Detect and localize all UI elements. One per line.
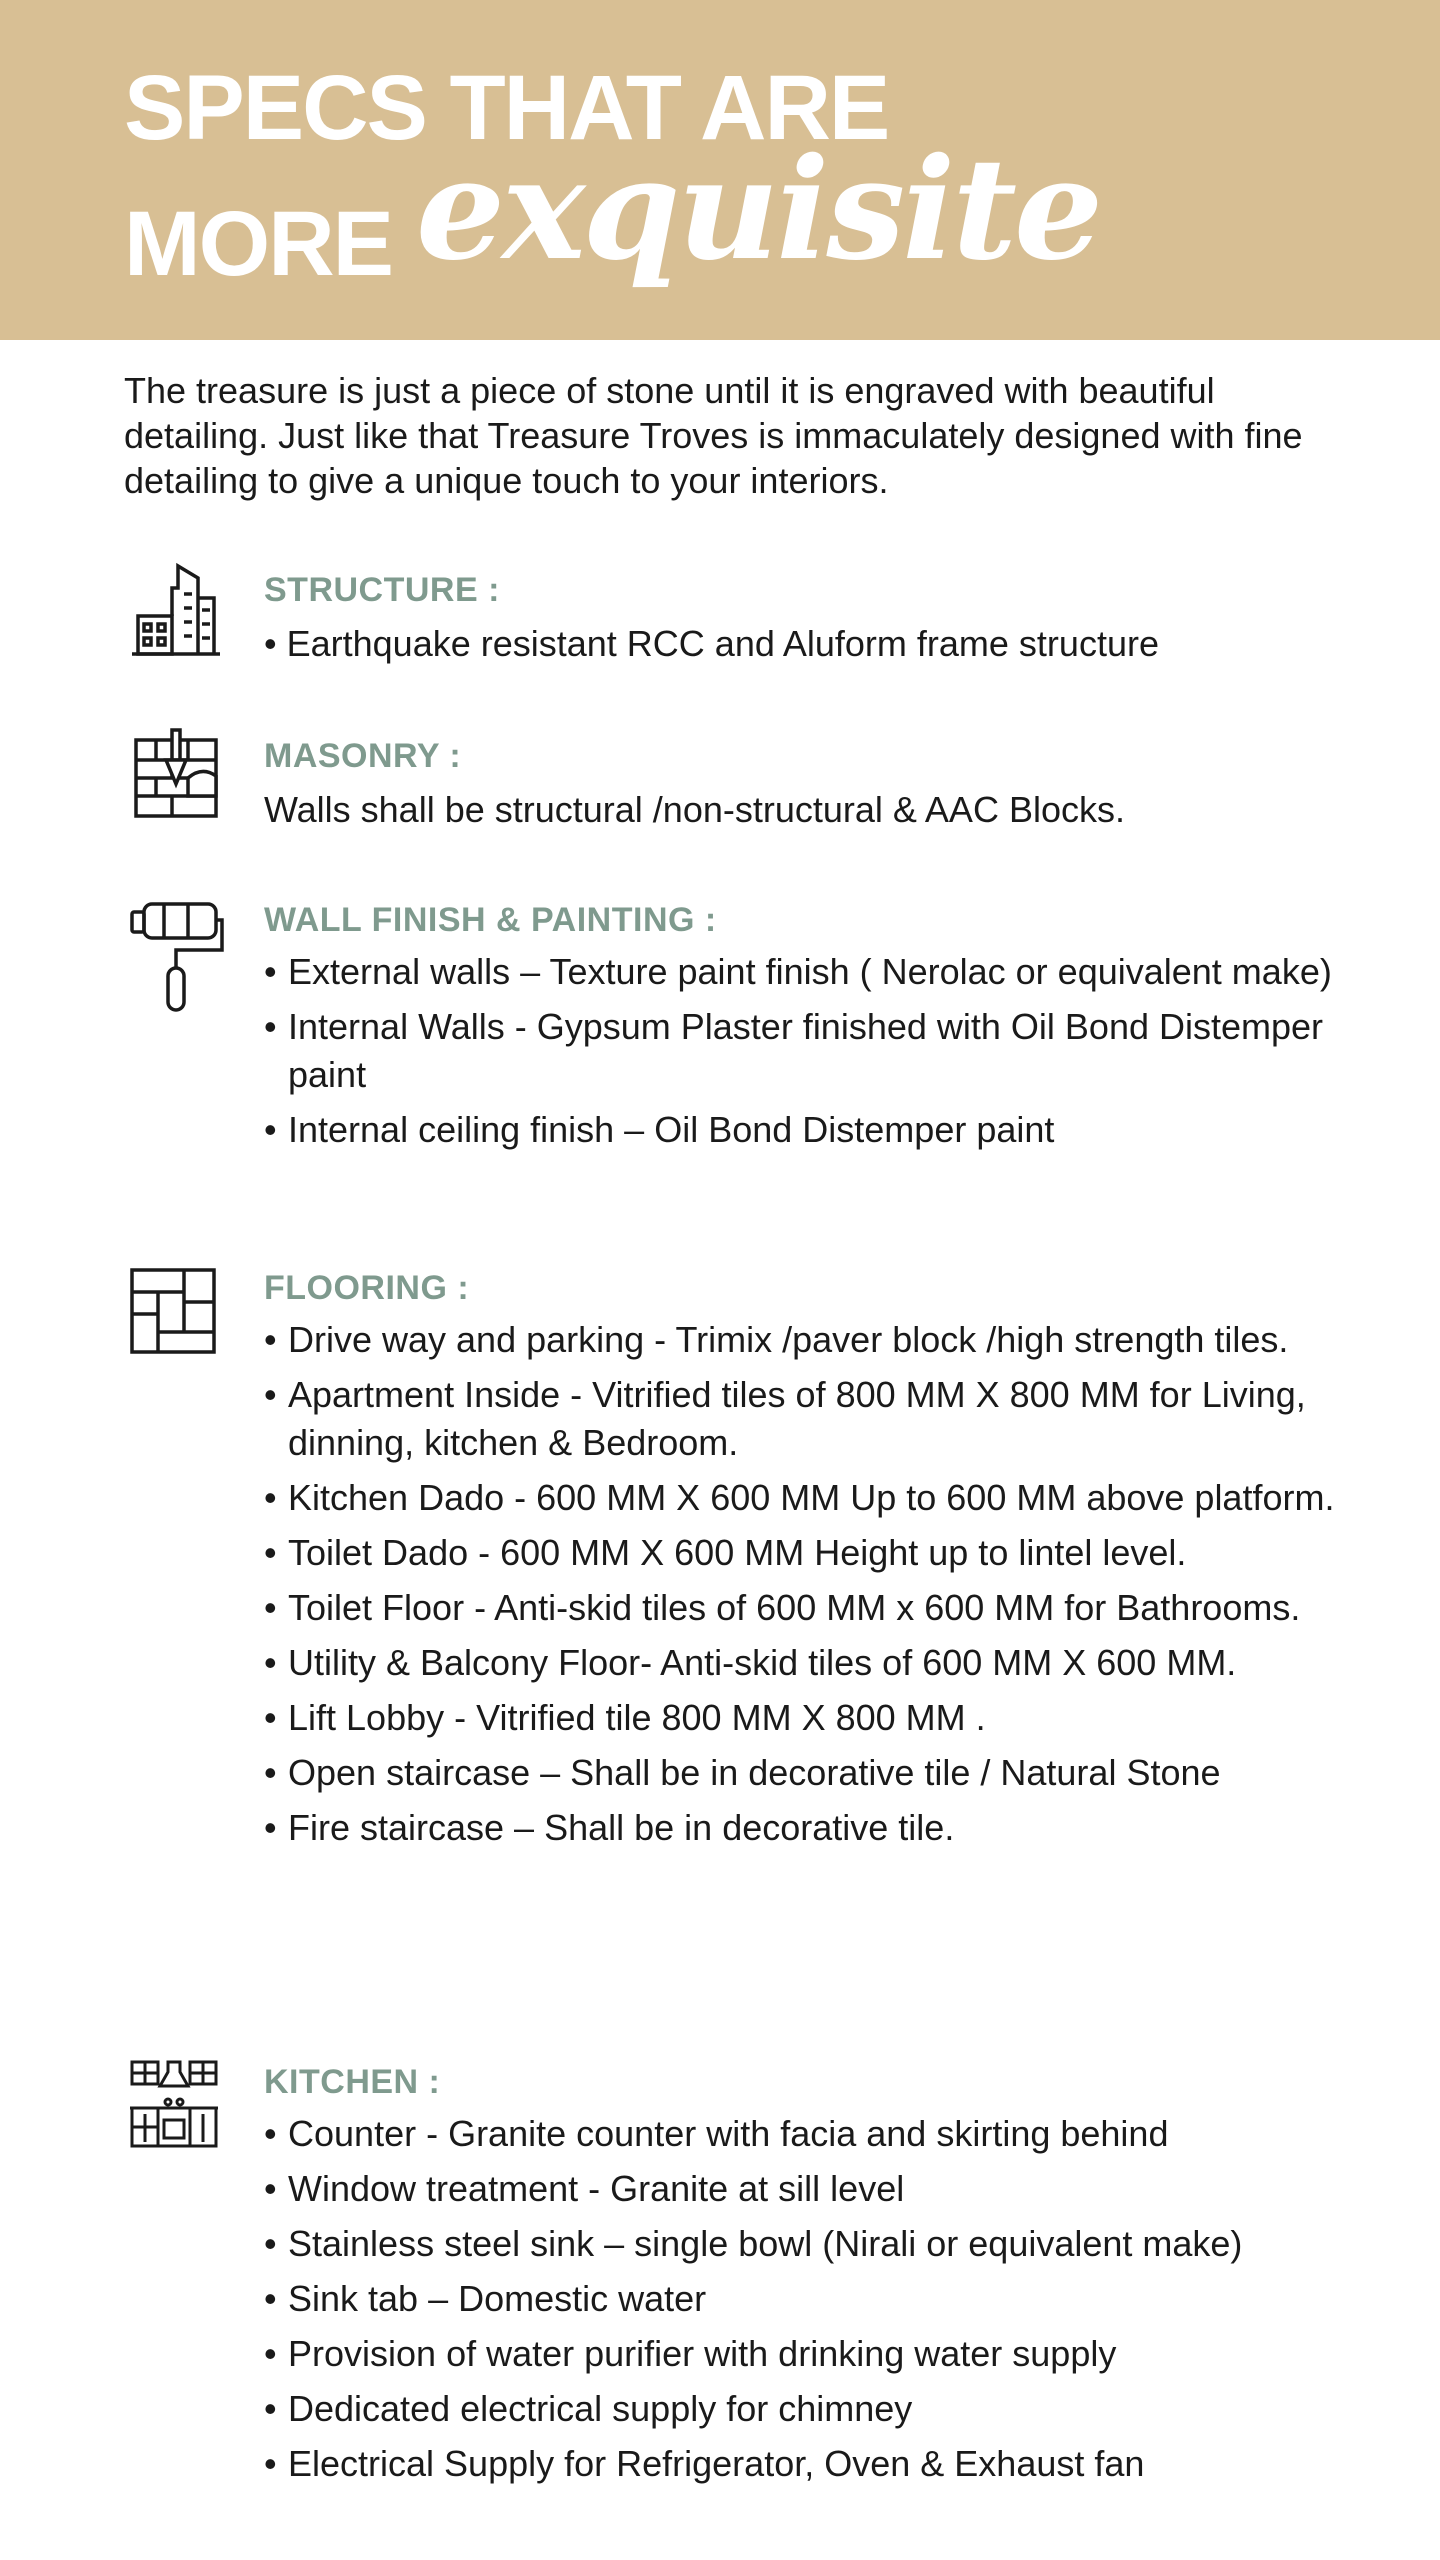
list-item: • Earthquake resistant RCC and Aluform frame structure	[264, 623, 1159, 664]
list-item: • Lift Lobby - Vitrified tile 800 MM X 800 MM .	[264, 1694, 1374, 1742]
paint-roller-icon	[128, 896, 224, 1016]
list-item: • Toilet Floor - Anti-skid tiles of 600 MM x 600 MM for Bathrooms.	[264, 1584, 1374, 1632]
floor-tiles-icon	[128, 1266, 218, 1356]
title-line-1: SPECS THAT ARE	[124, 57, 889, 159]
list-item: • External walls – Texture paint finish ( Nerolac or equivalent make)	[264, 948, 1374, 996]
section-heading: KITCHEN :	[264, 2063, 441, 2101]
list-item: • Fire staircase – Shall be in decorative tile.	[264, 1804, 1374, 1852]
list-item: • Toilet Dado - 600 MM X 600 MM Height up to lintel level.	[264, 1529, 1374, 1577]
list-item: • Dedicated electrical supply for chimney	[264, 2385, 1374, 2433]
header-banner	[0, 0, 1440, 340]
list-item: • Utility & Balcony Floor- Anti-skid tiles of 600 MM X 600 MM.	[264, 1639, 1374, 1687]
building-icon	[128, 558, 224, 658]
section-heading: STRUCTURE :	[264, 571, 500, 609]
list-item: • Sink tab – Domestic water	[264, 2275, 1374, 2323]
section-heading: MASONRY :	[264, 737, 462, 775]
list-item: • Apartment Inside - Vitrified tiles of 800 MM X 800 MM for Living, dinning, kitchen & Bedroom.	[264, 1371, 1374, 1467]
title-line-2: MORE	[124, 193, 392, 295]
section-heading: WALL FINISH & PAINTING :	[264, 901, 717, 939]
list-item: • Electrical Supply for Refrigerator, Oven & Exhaust fan	[264, 2440, 1374, 2488]
list-item: • Internal ceiling finish – Oil Bond Distemper paint	[264, 1106, 1374, 1154]
list-item: • Window treatment - Granite at sill level	[264, 2165, 1374, 2213]
section-items	[264, 1316, 1374, 1859]
list-item: • Drive way and parking - Trimix /paver block /high strength tiles.	[264, 1316, 1374, 1364]
section-items	[264, 620, 1374, 675]
list-item: • Kitchen Dado - 600 MM X 600 MM Up to 600 MM above platform.	[264, 1474, 1374, 1522]
list-item: • Counter - Granite counter with facia and skirting behind	[264, 2110, 1374, 2158]
intro-paragraph: The treasure is just a piece of stone until it is engraved with beautiful detailing. Just like that Treasure Troves is immaculately designed with fine detailing to give a unique touch to your interiors.	[124, 370, 1303, 501]
list-item: • Provision of water purifier with drinking water supply	[264, 2330, 1374, 2378]
kitchen-icon	[128, 2058, 220, 2150]
title-script-word: exquisite	[416, 128, 1101, 292]
list-item: • Internal Walls - Gypsum Plaster finished with Oil Bond Distemper paint	[264, 1003, 1374, 1099]
section-items	[264, 948, 1374, 1161]
brick-wall-trowel-icon	[128, 726, 224, 826]
section-items	[264, 786, 1374, 841]
list-item: Walls shall be structural /non-structural & AAC Blocks.	[264, 789, 1125, 830]
list-item: • Stainless steel sink – single bowl (Nirali or equivalent make)	[264, 2220, 1374, 2268]
section-items	[264, 2110, 1374, 2495]
list-item: • Open staircase – Shall be in decorative tile / Natural Stone	[264, 1749, 1374, 1797]
section-heading: FLOORING :	[264, 1269, 470, 1307]
